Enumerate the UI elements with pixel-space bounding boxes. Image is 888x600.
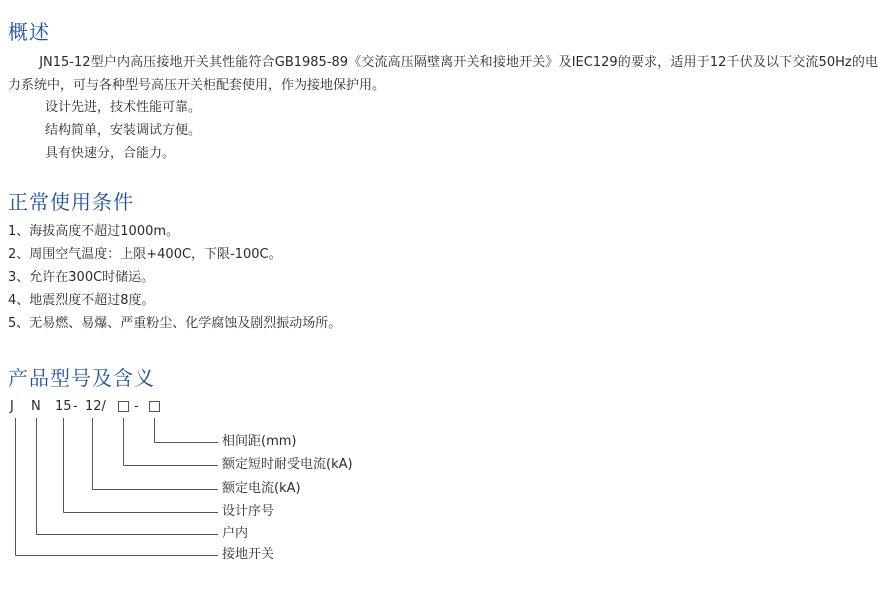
model-heading: 产品型号及含义 <box>8 366 155 390</box>
condition-item: 1、海拔高度不超过1000m。 <box>8 224 180 239</box>
condition-item: 3、允许在300C时储运。 <box>8 270 155 285</box>
code-dash: - <box>134 399 139 414</box>
condition-item: 2、周围空气温度：上限+400C，下限-100C。 <box>8 247 282 262</box>
meaning-grounding-switch: 接地开关 <box>222 547 275 562</box>
meaning-short-time-current: 额定短时耐受电流(kA) <box>222 457 353 472</box>
overview-paragraph: JN15-12型户内高压接地开关其性能符合GB1985-89《交流高压隔壁离开关和接地开关》及IEC129的要求，适用于12千伏及以下交流50Hz的电力系统中，可与各种型号高压开关柜配套使用，作为接地保护用。 <box>8 55 878 93</box>
overview-heading: 概述 <box>8 20 50 44</box>
code-dash: - <box>73 399 78 414</box>
code-j: J <box>10 399 14 414</box>
code-box-spacing <box>149 401 160 412</box>
meaning-phase-spacing: 相间距(mm) <box>222 434 297 449</box>
meaning-design-number: 设计序号 <box>222 504 275 519</box>
code-n: N <box>31 399 41 414</box>
condition-item: 4、地震烈度不超过8度。 <box>8 293 155 308</box>
meaning-indoor: 户内 <box>222 526 249 541</box>
condition-item: 5、无易燃、易爆、严重粉尘、化学腐蚀及剧烈振动场所。 <box>8 316 342 331</box>
code-voltage: 12/ <box>85 399 106 414</box>
meaning-rated-current: 额定电流(kA) <box>222 481 301 496</box>
feature-item: 具有快速分，合能力。 <box>45 146 176 161</box>
feature-item: 设计先进，技术性能可靠。 <box>45 100 202 115</box>
feature-item: 结构简单，安装调试方便。 <box>45 123 202 138</box>
code-box-current <box>118 401 129 412</box>
conditions-heading: 正常使用条件 <box>8 190 134 214</box>
code-design-no: 15 <box>55 399 72 414</box>
